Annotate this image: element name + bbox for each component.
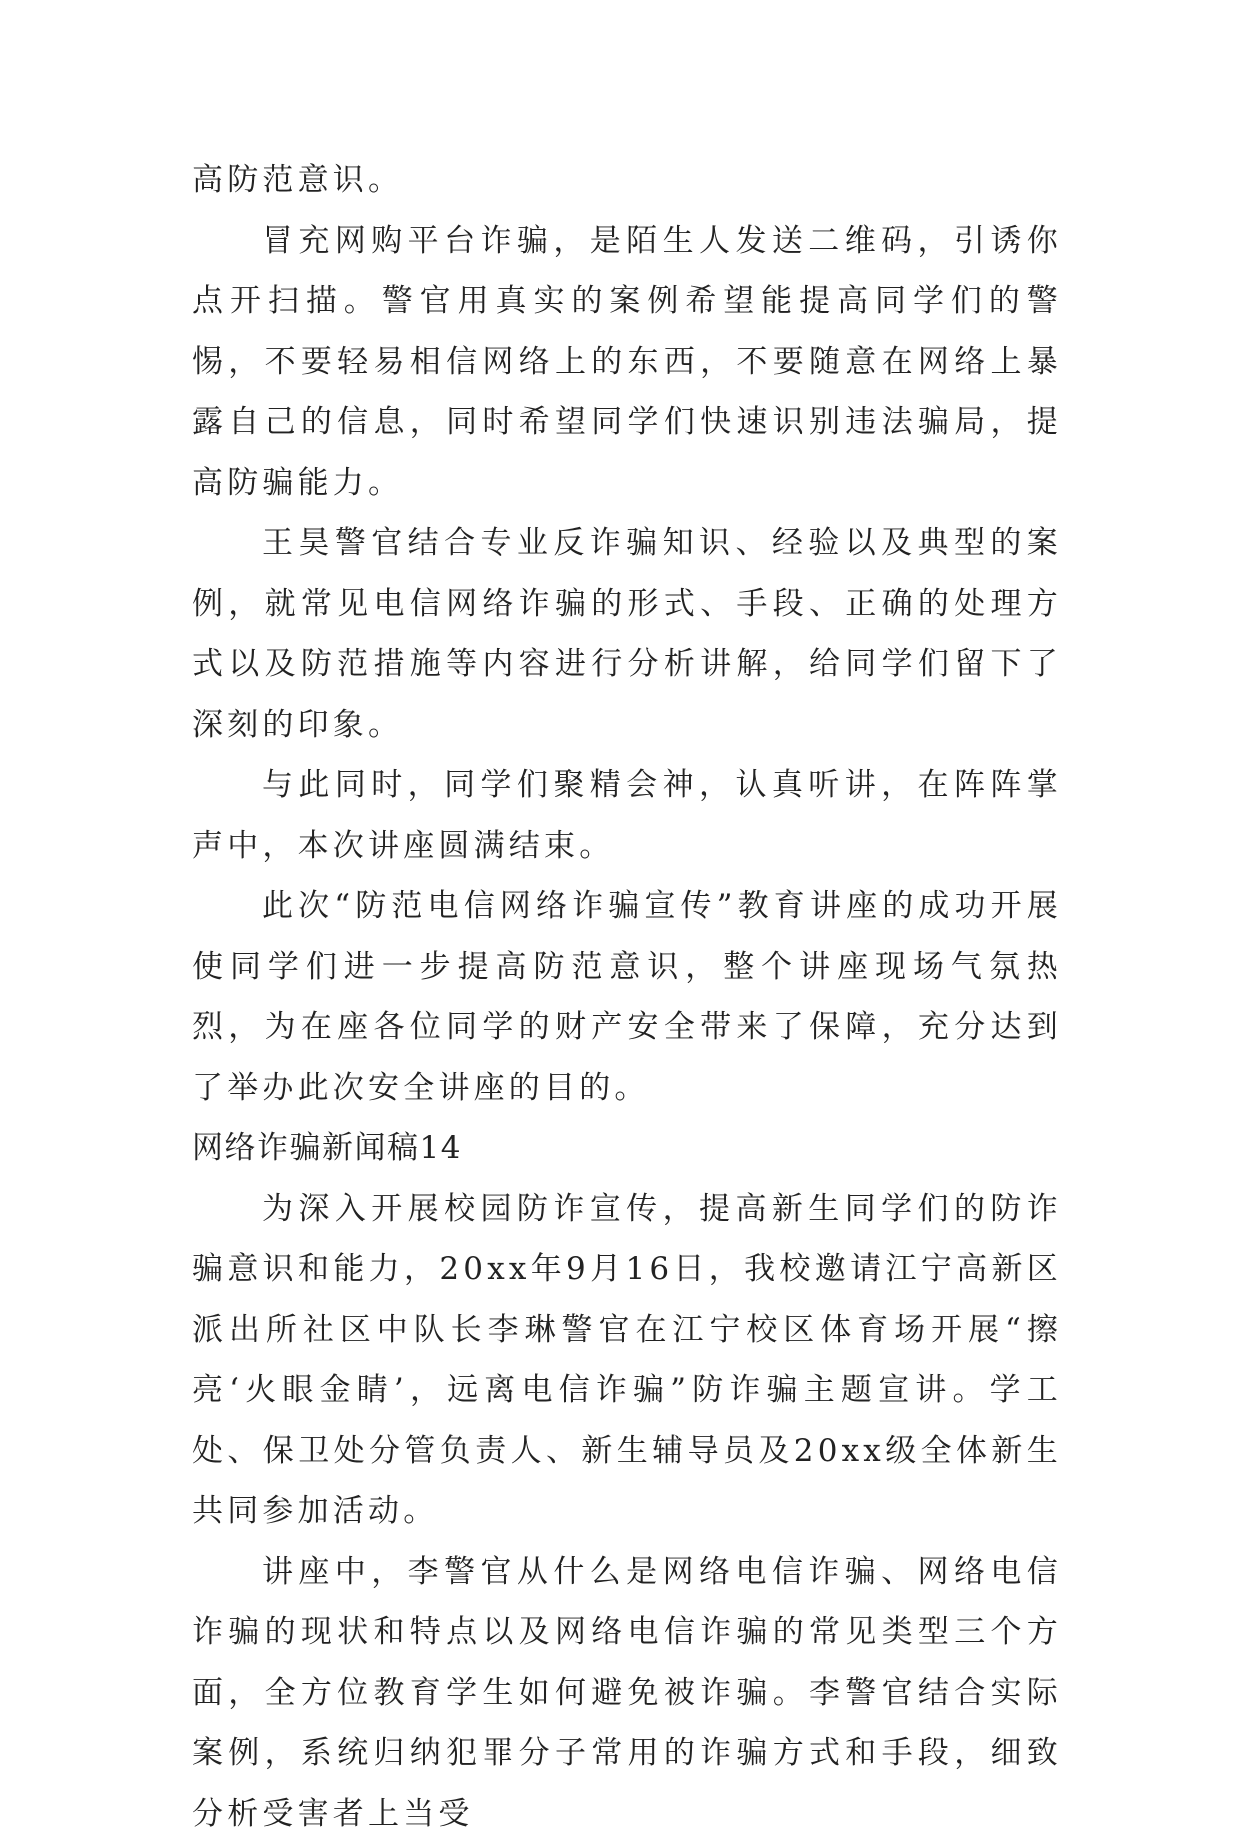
paragraph-online-shopping-fraud: 冒充网购平台诈骗，是陌生人发送二维码，引诱你点开扫描。警官用真实的案例希望能提高同学们的警惕，不要轻易相信网络上的东西，不要随意在网络上暴露自己的信息，同时希望同学们快速识别违法骗局，提高防骗能力。 [192, 211, 1062, 514]
paragraph-continuation: 高防范意识。 [192, 150, 1062, 211]
paragraph-lecture-summary: 此次“防范电信网络诈骗宣传”教育讲座的成功开展使同学们进一步提高防范意识，整个讲座现场气氛热烈，为在座各位同学的财产安全带来了保障，充分达到了举办此次安全讲座的目的。 [192, 876, 1062, 1118]
section-title: 网络诈骗新闻稿14 [192, 1118, 1062, 1179]
paragraph-lecture-content: 讲座中，李警官从什么是网络电信诈骗、网络电信诈骗的现状和特点以及网络电信诈骗的常见类型三个方面，全方位教育学生如何避免被诈骗。李警官结合实际案例，系统归纳犯罪分子常用的诈骗方式和手段，细致分析受害者上当受 [192, 1542, 1062, 1844]
paragraph-officer-lecture: 王昊警官结合专业反诈骗知识、经验以及典型的案例，就常见电信网络诈骗的形式、手段、正确的处理方式以及防范措施等内容进行分析讲解，给同学们留下了深刻的印象。 [192, 513, 1062, 755]
paragraph-campus-event: 为深入开展校园防诈宣传，提高新生同学们的防诈骗意识和能力，20xx年9月16日，我校邀请江宁高新区派出所社区中队长李琳警官在江宁校区体育场开展“擦亮‘火眼金睛’，远离电信诈骗”防诈骗主题宣讲。学工处、保卫处分管负责人、新生辅导员及20xx级全体新生共同参加活动。 [192, 1179, 1062, 1542]
document-page [192, 150, 1062, 1844]
paragraph-lecture-end: 与此同时，同学们聚精会神，认真听讲，在阵阵掌声中，本次讲座圆满结束。 [192, 755, 1062, 876]
